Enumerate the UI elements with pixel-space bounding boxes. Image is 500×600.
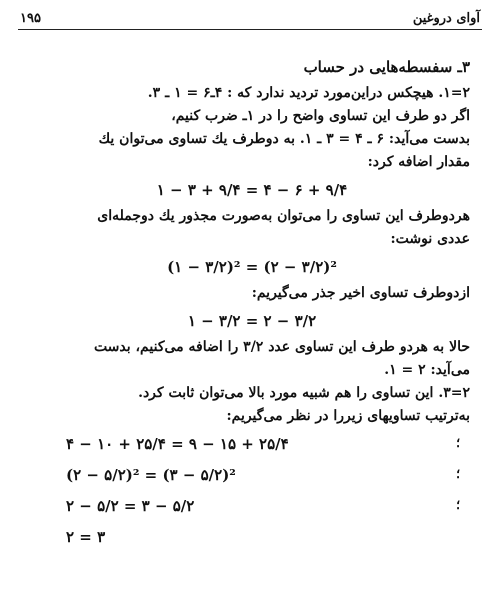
paragraph-1-line-1 — [34, 82, 470, 105]
equation-row-3 — [34, 490, 470, 521]
paragraph-3: ازدوطرف تساوی اخیر جذر می‌گیریم: — [251, 285, 470, 301]
equation-6: ۲ − ۵/۲ = ۳ − ۵/۲ — [66, 496, 195, 515]
paragraph-1-line-3: بدست می‌آید: ۶ ـ ۴ = ۳ ـ ۱. به دوطرف یك تساوی می‌توان یك — [98, 131, 470, 147]
page-header — [20, 8, 480, 28]
equation-5-separator: ؛ — [456, 467, 461, 482]
equation-3: ۱ − ۳/۲ = ۲ − ۳/۲ — [187, 311, 317, 330]
equation-4: ۴ − ۱۰ + ۲۵/۴ = ۹ − ۱۵ + ۲۵/۴ — [66, 434, 289, 453]
book-title: آوای دروغین — [412, 10, 480, 26]
paragraph-2-line-2: عددی نوشت: — [390, 231, 470, 247]
paragraph-5-line-1 — [34, 382, 470, 405]
paragraph-5-text-1: این تساوی را هم شبیه مورد بالا می‌توان ثابت کرد. — [138, 385, 434, 401]
equation-5: (۲ − ۵/۲)² = (۳ − ۵/۲)² — [66, 465, 236, 484]
equation-1: ۱ − ۳ + ۹/۴ = ۴ − ۶ + ۹/۴ — [156, 180, 348, 199]
item-number-1: ۲=۱. — [438, 85, 470, 101]
paragraph-5-line-2: به‌ترتیب تساویهای زیررا در نظر می‌گیریم: — [226, 408, 470, 424]
equation-row-4 — [34, 521, 470, 552]
equation-row-1 — [34, 428, 470, 459]
paragraph-1-text-1: هیچکس دراین‌مورد تردید ندارد که : ۴ـ۶ = ۱ ـ ۳. — [147, 85, 434, 101]
page-number: ۱۹۵ — [20, 10, 41, 26]
page-body — [34, 56, 470, 600]
paragraph-1-line-4: مقدار اضافه کرد: — [367, 154, 470, 170]
header-rule — [18, 29, 482, 30]
section-title: ۳ـ سفسطه‌هایی در حساب — [303, 58, 470, 76]
equation-4-separator: ؛ — [456, 436, 461, 451]
equation-row-2 — [34, 459, 470, 490]
equation-7: ۲ = ۳ — [66, 527, 106, 546]
equation-2: (۱ − ۳/۲)² = (۲ − ۳/۲)² — [167, 257, 337, 276]
paragraph-4-line-1: حالا به هردو طرف این تساوی عدد ۳/۲ را اضافه می‌کنیم، بدست — [93, 339, 470, 355]
paragraph-2-line-1: هردوطرف این تساوی را می‌توان به‌صورت مجذور یك دوجمله‌ای — [97, 208, 470, 224]
paragraph-1-line-2: اگر دو طرف این تساوی واضح را در ۱ـ ضرب کنیم، — [171, 108, 470, 124]
paragraph-4-line-2: می‌آید: ۲ = ۱. — [384, 362, 470, 378]
item-number-2: ۲=۳. — [438, 385, 470, 401]
equation-6-separator: ؛ — [456, 498, 461, 513]
